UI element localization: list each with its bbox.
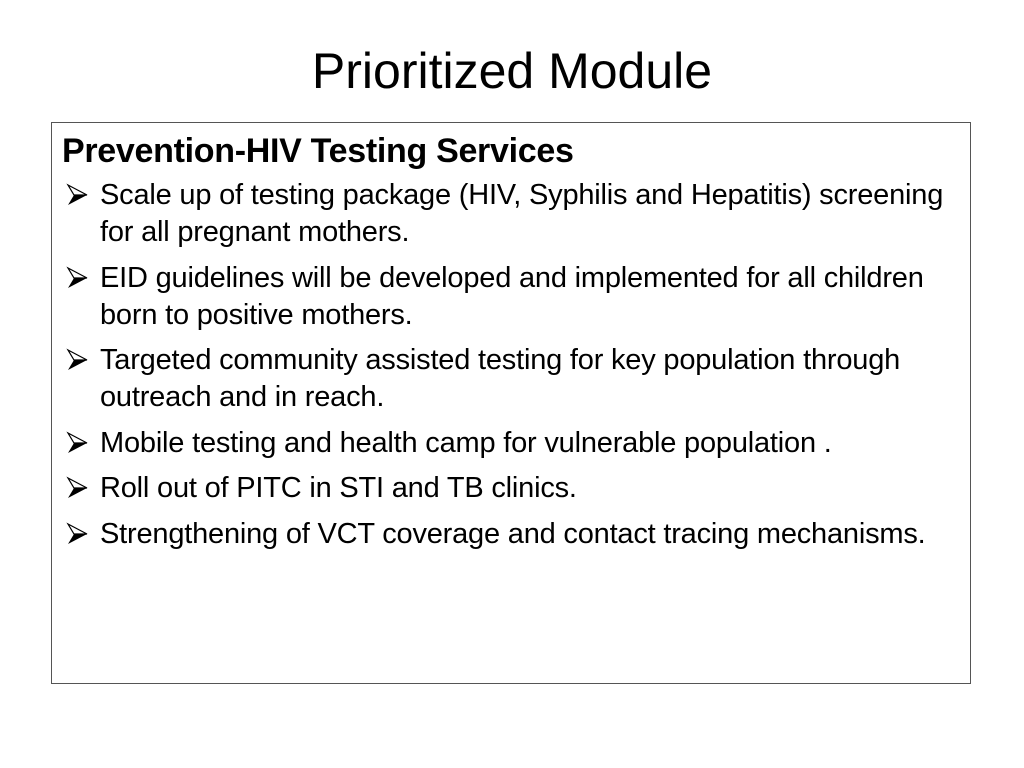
arrowhead-bullet-icon (65, 470, 95, 507)
bullet-item (62, 425, 960, 462)
bullet-text: Targeted community assisted testing for key population through outreach and in reach. (100, 344, 901, 413)
arrowhead-bullet-icon (65, 516, 95, 553)
bullet-item (62, 516, 960, 553)
arrowhead-bullet-icon (65, 425, 95, 462)
content-box (51, 122, 971, 684)
bullet-text: Strengthening of VCT coverage and contact tracing mechanisms. (100, 517, 926, 550)
bullet-text: Roll out of PITC in STI and TB clinics. (100, 472, 577, 504)
bullet-item (62, 470, 960, 507)
bullet-text: Mobile testing and health camp for vulnerable population . (100, 426, 832, 459)
bullet-item (62, 260, 960, 334)
bullet-text: EID guidelines will be developed and implemented for all children born to positive mothers. (100, 261, 924, 331)
section-heading: Prevention-HIV Testing Services (62, 132, 574, 170)
slide-title: Prioritized Module (311, 43, 713, 99)
bullet-item (62, 177, 960, 251)
bullet-list (62, 177, 960, 553)
arrowhead-bullet-icon (65, 260, 95, 297)
arrowhead-bullet-icon (65, 342, 95, 379)
bullet-item (62, 342, 960, 416)
bullet-text: Scale up of testing package (HIV, Syphilis and Hepatitis) screening for all pregnant mothers. (100, 179, 944, 248)
arrowhead-bullet-icon (65, 177, 95, 214)
